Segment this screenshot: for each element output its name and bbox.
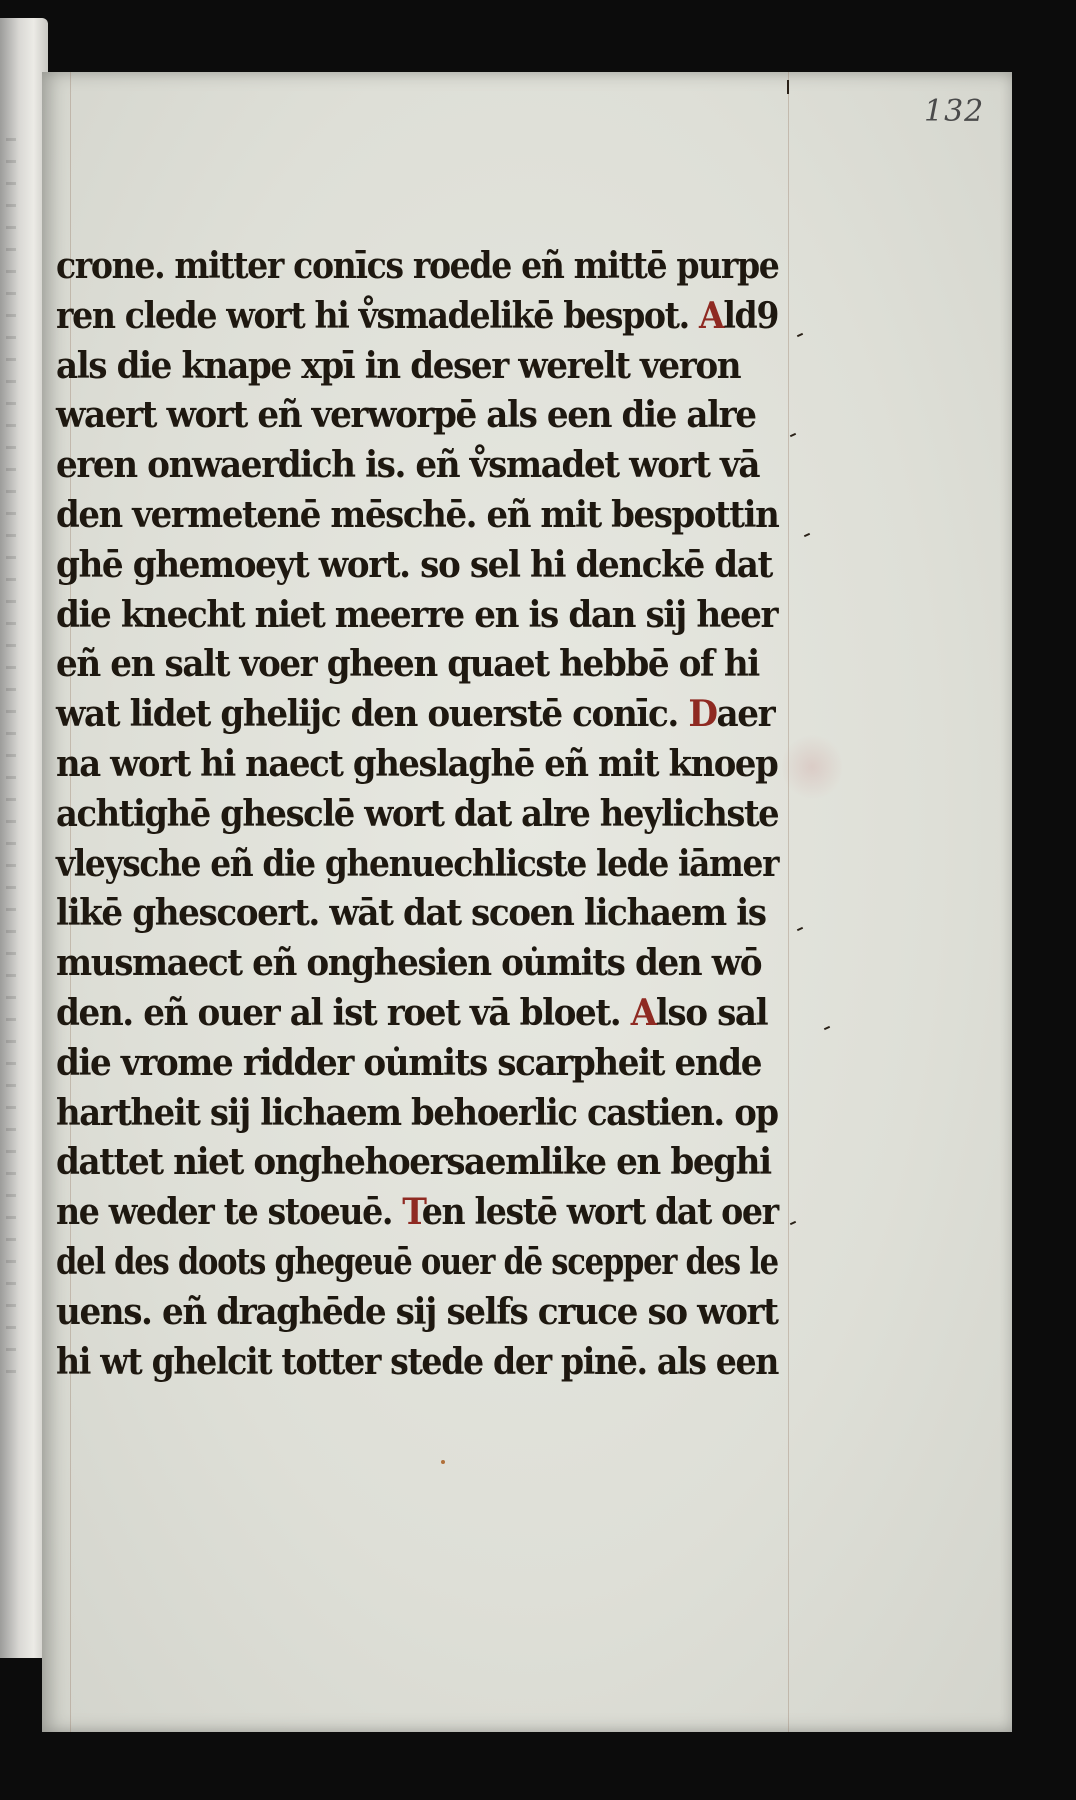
manuscript-line bbox=[56, 840, 779, 890]
manuscript-line bbox=[56, 1338, 779, 1388]
line-text: waert wort eñ verworpē als een die alre bbox=[56, 394, 756, 437]
line-text: del des doots ghegeuē ouer dē scepper des le bbox=[56, 1240, 778, 1283]
manuscript-line bbox=[56, 690, 778, 740]
line-text: dattet niet onghehoersaemlike en beghi bbox=[56, 1141, 771, 1184]
rubricated-initial: D bbox=[688, 693, 717, 736]
line-text: die knecht niet meerre en is dan sij heer bbox=[56, 593, 778, 636]
manuscript-line bbox=[56, 640, 778, 690]
line-text: na wort hi naect gheslaghē eñ mit knoep bbox=[56, 742, 778, 785]
line-text: den vermetenē mēschē. eñ mit bespottin bbox=[56, 493, 779, 536]
folio-number: 132 bbox=[924, 94, 985, 129]
manuscript-line bbox=[56, 889, 778, 939]
line-text: wat lidet ghelijc den ouerstē conīc. bbox=[56, 693, 689, 736]
manuscript-line bbox=[56, 491, 779, 541]
manuscript-line bbox=[56, 1138, 778, 1188]
manuscript-line bbox=[56, 989, 778, 1039]
ruling-tick-mark bbox=[787, 80, 789, 94]
line-text: ren clede wort hi v̊smadelikē bespot. bbox=[56, 294, 699, 337]
manuscript-line bbox=[56, 1188, 778, 1238]
line-text: likē ghescoert. wāt dat scoen lichaem is bbox=[56, 892, 766, 935]
margin-tick bbox=[824, 1026, 830, 1030]
rubricated-initial: T bbox=[402, 1191, 422, 1234]
line-text: ghē ghemoeyt wort. so sel hi denckē dat bbox=[56, 543, 772, 586]
line-text: die vrome ridder ou̇mits scarpheit ende bbox=[56, 1041, 762, 1084]
line-text: lso sal bbox=[655, 991, 768, 1034]
manuscript-line bbox=[56, 740, 778, 790]
line-text: hartheit sij lichaem behoerlic castien. op bbox=[56, 1091, 778, 1134]
manuscript-line bbox=[56, 292, 779, 342]
manuscript-line bbox=[56, 1089, 778, 1139]
line-text: en lestē wort dat oer bbox=[421, 1191, 778, 1234]
line-text: musmaect eñ onghesien ou̇mits den wō bbox=[56, 942, 762, 985]
manuscript-line bbox=[56, 1288, 778, 1338]
manuscript-folio bbox=[42, 72, 1012, 1732]
manuscript-line bbox=[56, 939, 778, 989]
line-text: uens. eñ draghēde sij selfs cruce so wort bbox=[56, 1290, 778, 1333]
manuscript-line bbox=[56, 242, 779, 292]
manuscript-text-block bbox=[56, 242, 816, 1387]
rubricated-initial: A bbox=[630, 991, 656, 1034]
manuscript-line bbox=[56, 342, 778, 392]
manuscript-line bbox=[56, 541, 778, 591]
line-text: eñ en salt voer gheen quaet hebbē of hi bbox=[56, 643, 759, 686]
line-text: achtighē ghesclē wort dat alre heylichste bbox=[56, 792, 779, 835]
ink-dot bbox=[441, 1460, 445, 1464]
line-text: aer bbox=[716, 693, 775, 736]
manuscript-line bbox=[56, 1238, 778, 1288]
manuscript-line bbox=[56, 441, 778, 491]
manuscript-line bbox=[56, 391, 778, 441]
line-text: eren onwaerdich is. eñ v̊smadet wort vā bbox=[56, 444, 760, 487]
manuscript-line bbox=[56, 790, 779, 840]
line-text: als die knape xpī in deser werelt veron bbox=[56, 344, 741, 387]
line-text: crone. mitter conīcs roede eñ mittē purpe bbox=[56, 245, 779, 287]
line-text: hi wt ghelcit totter stede der pinē. als een bbox=[56, 1340, 779, 1383]
line-text: ld9 bbox=[723, 294, 779, 337]
line-text: ne weder te stoeuē. bbox=[56, 1191, 403, 1234]
rubricated-initial: A bbox=[698, 294, 724, 337]
line-text: den. eñ ouer al ist roet vā bloet. bbox=[56, 991, 631, 1034]
line-text: vleysche eñ die ghenuechlicste lede iāmer bbox=[56, 842, 779, 885]
book-page-edges bbox=[0, 18, 48, 1658]
manuscript-line bbox=[56, 1039, 778, 1089]
manuscript-line bbox=[56, 591, 778, 641]
